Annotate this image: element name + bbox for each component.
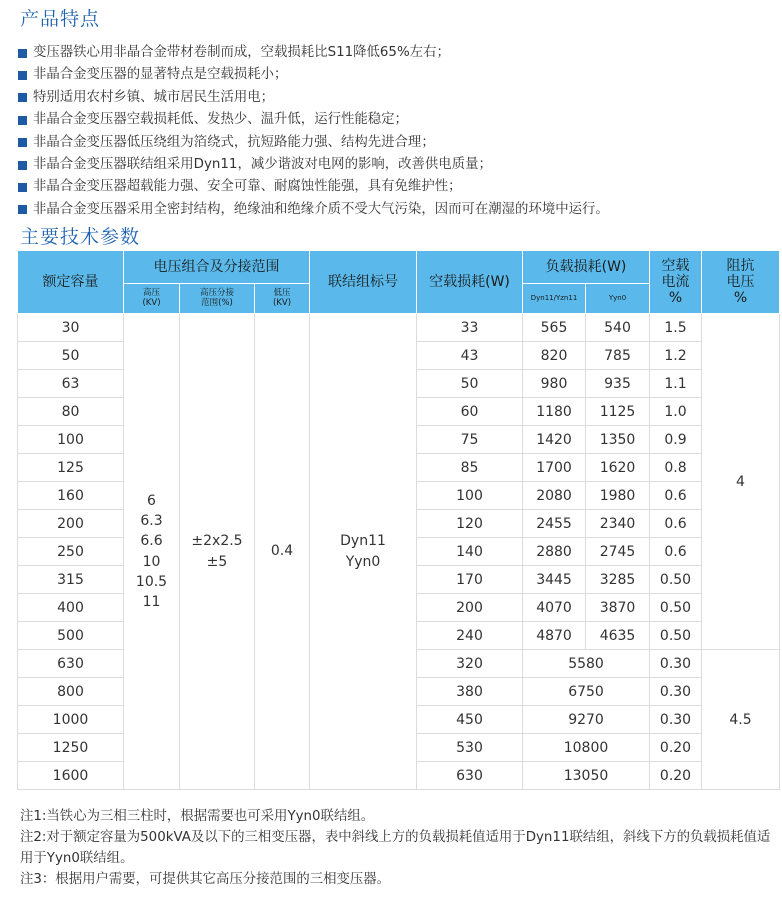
header-impedance: 阻抗 电压 % [702,251,780,314]
feature-item: 变压器铁心用非晶合金带材卷制而成，空载损耗比S11降低65%左右； [18,42,778,64]
cell-capacity: 1250 [18,734,124,762]
cell-no-load-current: 0.6 [650,538,702,566]
cell-no-load-current: 1.5 [650,314,702,342]
cell-capacity: 400 [18,594,124,622]
square-bullet-icon [18,183,27,192]
cell-load-loss-yyn0: 4635 [586,622,650,650]
header-no-load-current: 空载 电流 % [650,251,702,314]
table-row [18,314,780,342]
feature-item: 特别适用农村乡镇、城市居民生活用电； [18,87,778,109]
header-lv: 低压 (KV) [255,284,310,314]
cell-no-load-loss: 75 [417,426,523,454]
note-1: 注1:当铁心为三相三柱时，根据需要也可采用Yyn0联结组。 [20,809,375,824]
cell-load-loss-dyn11: 1420 [523,426,586,454]
cell-no-load-loss: 33 [417,314,523,342]
cell-capacity: 1000 [18,706,124,734]
cell-load-loss-yyn0: 1620 [586,454,650,482]
cell-no-load-current: 0.50 [650,594,702,622]
cell-no-load-loss: 120 [417,510,523,538]
cell-capacity: 315 [18,566,124,594]
cell-no-load-current: 0.20 [650,762,702,790]
notes [20,806,772,890]
cell-no-load-loss: 320 [417,650,523,678]
cell-no-load-loss: 380 [417,678,523,706]
header-hv: 高压 (KV) [124,284,180,314]
product-features-title: 产品特点 [20,8,101,30]
feature-item: 非晶合金变压器联结组采用Dyn11，减少谐波对电网的影响，改善供电质量； [18,154,778,176]
cell-no-load-loss: 140 [417,538,523,566]
cell-load-loss-dyn11: 2080 [523,482,586,510]
square-bullet-icon [18,116,27,125]
cell-no-load-loss: 530 [417,734,523,762]
spec-table-body [18,314,780,790]
cell-load-loss: 6750 [523,678,650,706]
cell-impedance: 4 [702,314,780,650]
cell-load-loss-yyn0: 1350 [586,426,650,454]
cell-load-loss-dyn11: 2880 [523,538,586,566]
cell-no-load-loss: 200 [417,594,523,622]
header-tap-range: 高压分接 范围(%) [180,284,255,314]
header-rated-capacity: 额定容量 [18,251,124,314]
cell-load-loss-yyn0: 785 [586,342,650,370]
cell-impedance: 4.5 [702,650,780,790]
cell-no-load-current: 1.0 [650,398,702,426]
header-load-dyn11: Dyn11/Yzn11 [523,284,586,314]
cell-no-load-current: 0.50 [650,566,702,594]
cell-connection-values: Dyn11 Yyn0 [310,314,417,790]
cell-load-loss-dyn11: 980 [523,370,586,398]
cell-load-loss-yyn0: 935 [586,370,650,398]
cell-capacity: 100 [18,426,124,454]
cell-no-load-loss: 85 [417,454,523,482]
cell-capacity: 630 [18,650,124,678]
cell-load-loss-yyn0: 1125 [586,398,650,426]
cell-no-load-current: 1.2 [650,342,702,370]
header-load-yyn0: Yyn0 [586,284,650,314]
cell-load-loss: 5580 [523,650,650,678]
cell-no-load-current: 0.30 [650,706,702,734]
cell-load-loss-yyn0: 1980 [586,482,650,510]
cell-no-load-loss: 450 [417,706,523,734]
header-connection: 联结组标号 [310,251,417,314]
cell-load-loss-yyn0: 2745 [586,538,650,566]
cell-capacity: 200 [18,510,124,538]
cell-load-loss-dyn11: 4870 [523,622,586,650]
cell-no-load-current: 0.30 [650,678,702,706]
cell-capacity: 80 [18,398,124,426]
cell-capacity: 50 [18,342,124,370]
cell-capacity: 160 [18,482,124,510]
cell-capacity: 30 [18,314,124,342]
cell-no-load-current: 0.9 [650,426,702,454]
cell-no-load-current: 0.50 [650,622,702,650]
feature-item: 非晶合金变压器超载能力强、安全可靠、耐腐蚀性能强，具有免维护性； [18,176,778,198]
spec-table [17,250,780,790]
header-voltage-group: 电压组合及分接范围 [124,251,310,284]
cell-load-loss-yyn0: 3285 [586,566,650,594]
square-bullet-icon [18,49,27,58]
cell-load-loss-yyn0: 2340 [586,510,650,538]
cell-no-load-loss: 100 [417,482,523,510]
tech-params-title: 主要技术参数 [20,226,141,248]
cell-capacity: 250 [18,538,124,566]
cell-capacity: 125 [18,454,124,482]
cell-hv-values: 6 6.3 6.6 10 10.5 11 [124,314,180,790]
feature-list [18,42,778,221]
cell-capacity: 63 [18,370,124,398]
cell-no-load-current: 0.30 [650,650,702,678]
cell-load-loss-dyn11: 1180 [523,398,586,426]
feature-item: 非晶合金变压器的显著特点是空载损耗小； [18,64,778,86]
square-bullet-icon [18,93,27,102]
cell-load-loss-dyn11: 2455 [523,510,586,538]
cell-load-loss: 13050 [523,762,650,790]
cell-capacity: 800 [18,678,124,706]
cell-load-loss: 9270 [523,706,650,734]
cell-load-loss-dyn11: 1700 [523,454,586,482]
note-3: 注3：根据用户需要，可提供其它高压分接范围的三相变压器。 [20,872,391,887]
cell-load-loss-dyn11: 565 [523,314,586,342]
cell-load-loss-dyn11: 820 [523,342,586,370]
square-bullet-icon [18,205,27,214]
cell-load-loss-dyn11: 4070 [523,594,586,622]
cell-no-load-loss: 43 [417,342,523,370]
cell-load-loss-yyn0: 540 [586,314,650,342]
cell-tap-values: ±2x2.5 ±5 [180,314,255,790]
cell-load-loss-yyn0: 3870 [586,594,650,622]
cell-no-load-current: 0.6 [650,482,702,510]
cell-load-loss-dyn11: 3445 [523,566,586,594]
cell-no-load-current: 0.6 [650,510,702,538]
header-load-loss: 负载损耗(W) [523,251,650,284]
cell-capacity: 1600 [18,762,124,790]
feature-item: 非晶合金变压器低压绕组为箔绕式，抗短路能力强、结构先进合理； [18,132,778,154]
cell-no-load-loss: 630 [417,762,523,790]
cell-no-load-loss: 170 [417,566,523,594]
cell-no-load-loss: 240 [417,622,523,650]
cell-lv-value: 0.4 [255,314,310,790]
cell-capacity: 500 [18,622,124,650]
cell-no-load-current: 0.8 [650,454,702,482]
square-bullet-icon [18,138,27,147]
cell-no-load-current: 0.20 [650,734,702,762]
square-bullet-icon [18,71,27,80]
note-2: 注2:对于额定容量为500kVA及以下的三相变压器，表中斜线上方的负载损耗值适用于Dyn11联结组，斜线下方的负载损耗值适用于Yyn0联结组。 [20,830,771,866]
cell-no-load-loss: 60 [417,398,523,426]
cell-no-load-current: 1.1 [650,370,702,398]
header-no-load-loss: 空载损耗(W) [417,251,523,314]
feature-item: 非晶合金变压器采用全密封结构，绝缘油和绝缘介质不受大气污染，因而可在潮湿的环境中运行。 [18,199,778,221]
square-bullet-icon [18,161,27,170]
feature-item: 非晶合金变压器空载损耗低、发热少、温升低，运行性能稳定； [18,109,778,131]
cell-no-load-loss: 50 [417,370,523,398]
cell-load-loss: 10800 [523,734,650,762]
